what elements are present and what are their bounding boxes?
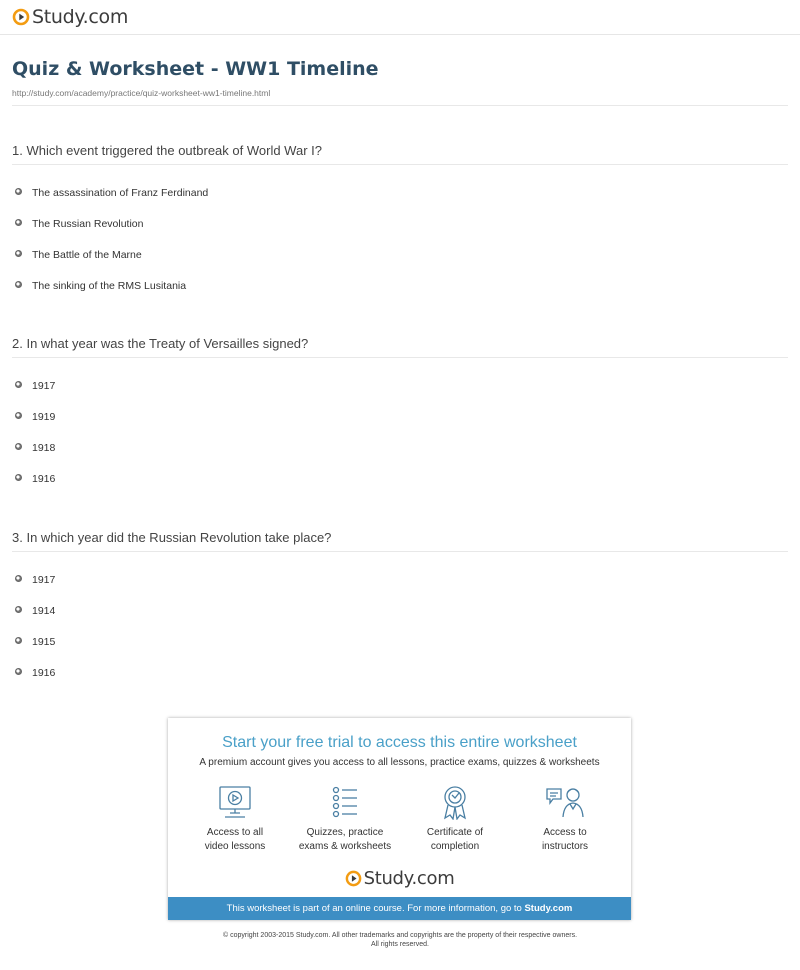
option-label: 1915 [32,636,56,648]
answer-option[interactable] [15,667,55,679]
feature-instructors [510,784,620,854]
radio-button-icon[interactable] [15,219,22,226]
radio-button-icon[interactable] [15,575,22,582]
feature-label-line1: Access to all [206,827,264,838]
question-divider [12,164,788,165]
answer-option[interactable] [15,442,55,454]
radio-button-icon[interactable] [15,188,22,195]
option-label: 1919 [32,411,56,423]
answer-option[interactable] [15,280,186,292]
promo-footer-text: This worksheet is part of an online course. For more information, go to [226,903,525,914]
question-divider [12,357,788,358]
question-text: 3. In which year did the Russian Revolution take place? [12,530,332,545]
promo-study-logo[interactable] [168,868,631,889]
option-label: 1916 [32,473,56,485]
answer-option[interactable] [15,249,142,261]
answer-option[interactable] [15,574,55,586]
question-text: 1. Which event triggered the outbreak of World War I? [12,143,322,158]
checklist-icon [325,784,365,820]
option-label: 1917 [32,574,56,586]
radio-button-icon[interactable] [15,443,22,450]
answer-option[interactable] [15,218,143,230]
feature-quizzes [290,784,400,854]
radio-button-icon[interactable] [15,637,22,644]
radio-button-icon[interactable] [15,474,22,481]
answer-option[interactable] [15,380,55,392]
answer-option[interactable] [15,411,55,423]
feature-label-line2: exams & worksheets [298,841,392,852]
study-circle-play-icon [345,870,362,887]
radio-button-icon[interactable] [15,381,22,388]
page-url: http://study.com/academy/practice/quiz-worksheet-ww1-timeline.html [12,88,271,98]
radio-button-icon[interactable] [15,250,22,257]
feature-label-line2: video lessons [204,841,266,852]
option-label: The assassination of Franz Ferdinand [32,187,209,199]
video-monitor-icon [215,784,255,820]
logo-wordmark: Study.com [32,6,129,28]
option-label: 1914 [32,605,56,617]
promo-subtitle: A premium account gives you access to all lessons, practice exams, quizzes & worksheets [199,757,600,768]
promo-footer-link[interactable]: Study.com [524,903,573,914]
feature-label-line1: Quizzes, practice [306,827,384,838]
premium-promo-box [168,718,631,920]
option-label: The sinking of the RMS Lusitania [32,280,187,292]
feature-label-line2: instructors [541,841,589,852]
copyright-line2: All rights reserved. [371,941,429,948]
logo-wordmark: Study.com [363,868,455,889]
radio-button-icon[interactable] [15,281,22,288]
feature-certificate [400,784,510,854]
header-divider [0,34,800,35]
radio-button-icon[interactable] [15,606,22,613]
answer-option[interactable] [15,636,55,648]
option-label: 1917 [32,380,56,392]
feature-label-line1: Access to [543,827,587,838]
option-label: 1918 [32,442,56,454]
question-divider [12,551,788,552]
radio-button-icon[interactable] [15,668,22,675]
study-circle-play-icon [12,8,30,26]
feature-video-lessons [180,784,290,854]
feature-label-line2: completion [430,841,480,852]
promo-footer-bar [168,897,631,920]
option-label: 1916 [32,667,56,679]
study-logo[interactable] [12,6,128,28]
certificate-ribbon-icon [435,784,475,820]
copyright-line1: © copyright 2003-2015 Study.com. All other trademarks and copyrights are the property of their respective owners. [222,932,578,939]
promo-title[interactable]: Start your free trial to access this entire worksheet [222,734,577,751]
option-label: The Russian Revolution [32,218,144,230]
title-divider [12,105,788,106]
answer-option[interactable] [15,605,55,617]
feature-label-line1: Certificate of [426,827,484,838]
question-text: 2. In what year was the Treaty of Versailles signed? [12,336,309,351]
copyright-notice [0,931,800,949]
answer-option[interactable] [15,187,208,199]
instructor-chat-icon [543,784,587,820]
option-label: The Battle of the Marne [32,249,142,261]
answer-option[interactable] [15,473,55,485]
radio-button-icon[interactable] [15,412,22,419]
page-title: Quiz & Worksheet - WW1 Timeline [12,58,379,80]
